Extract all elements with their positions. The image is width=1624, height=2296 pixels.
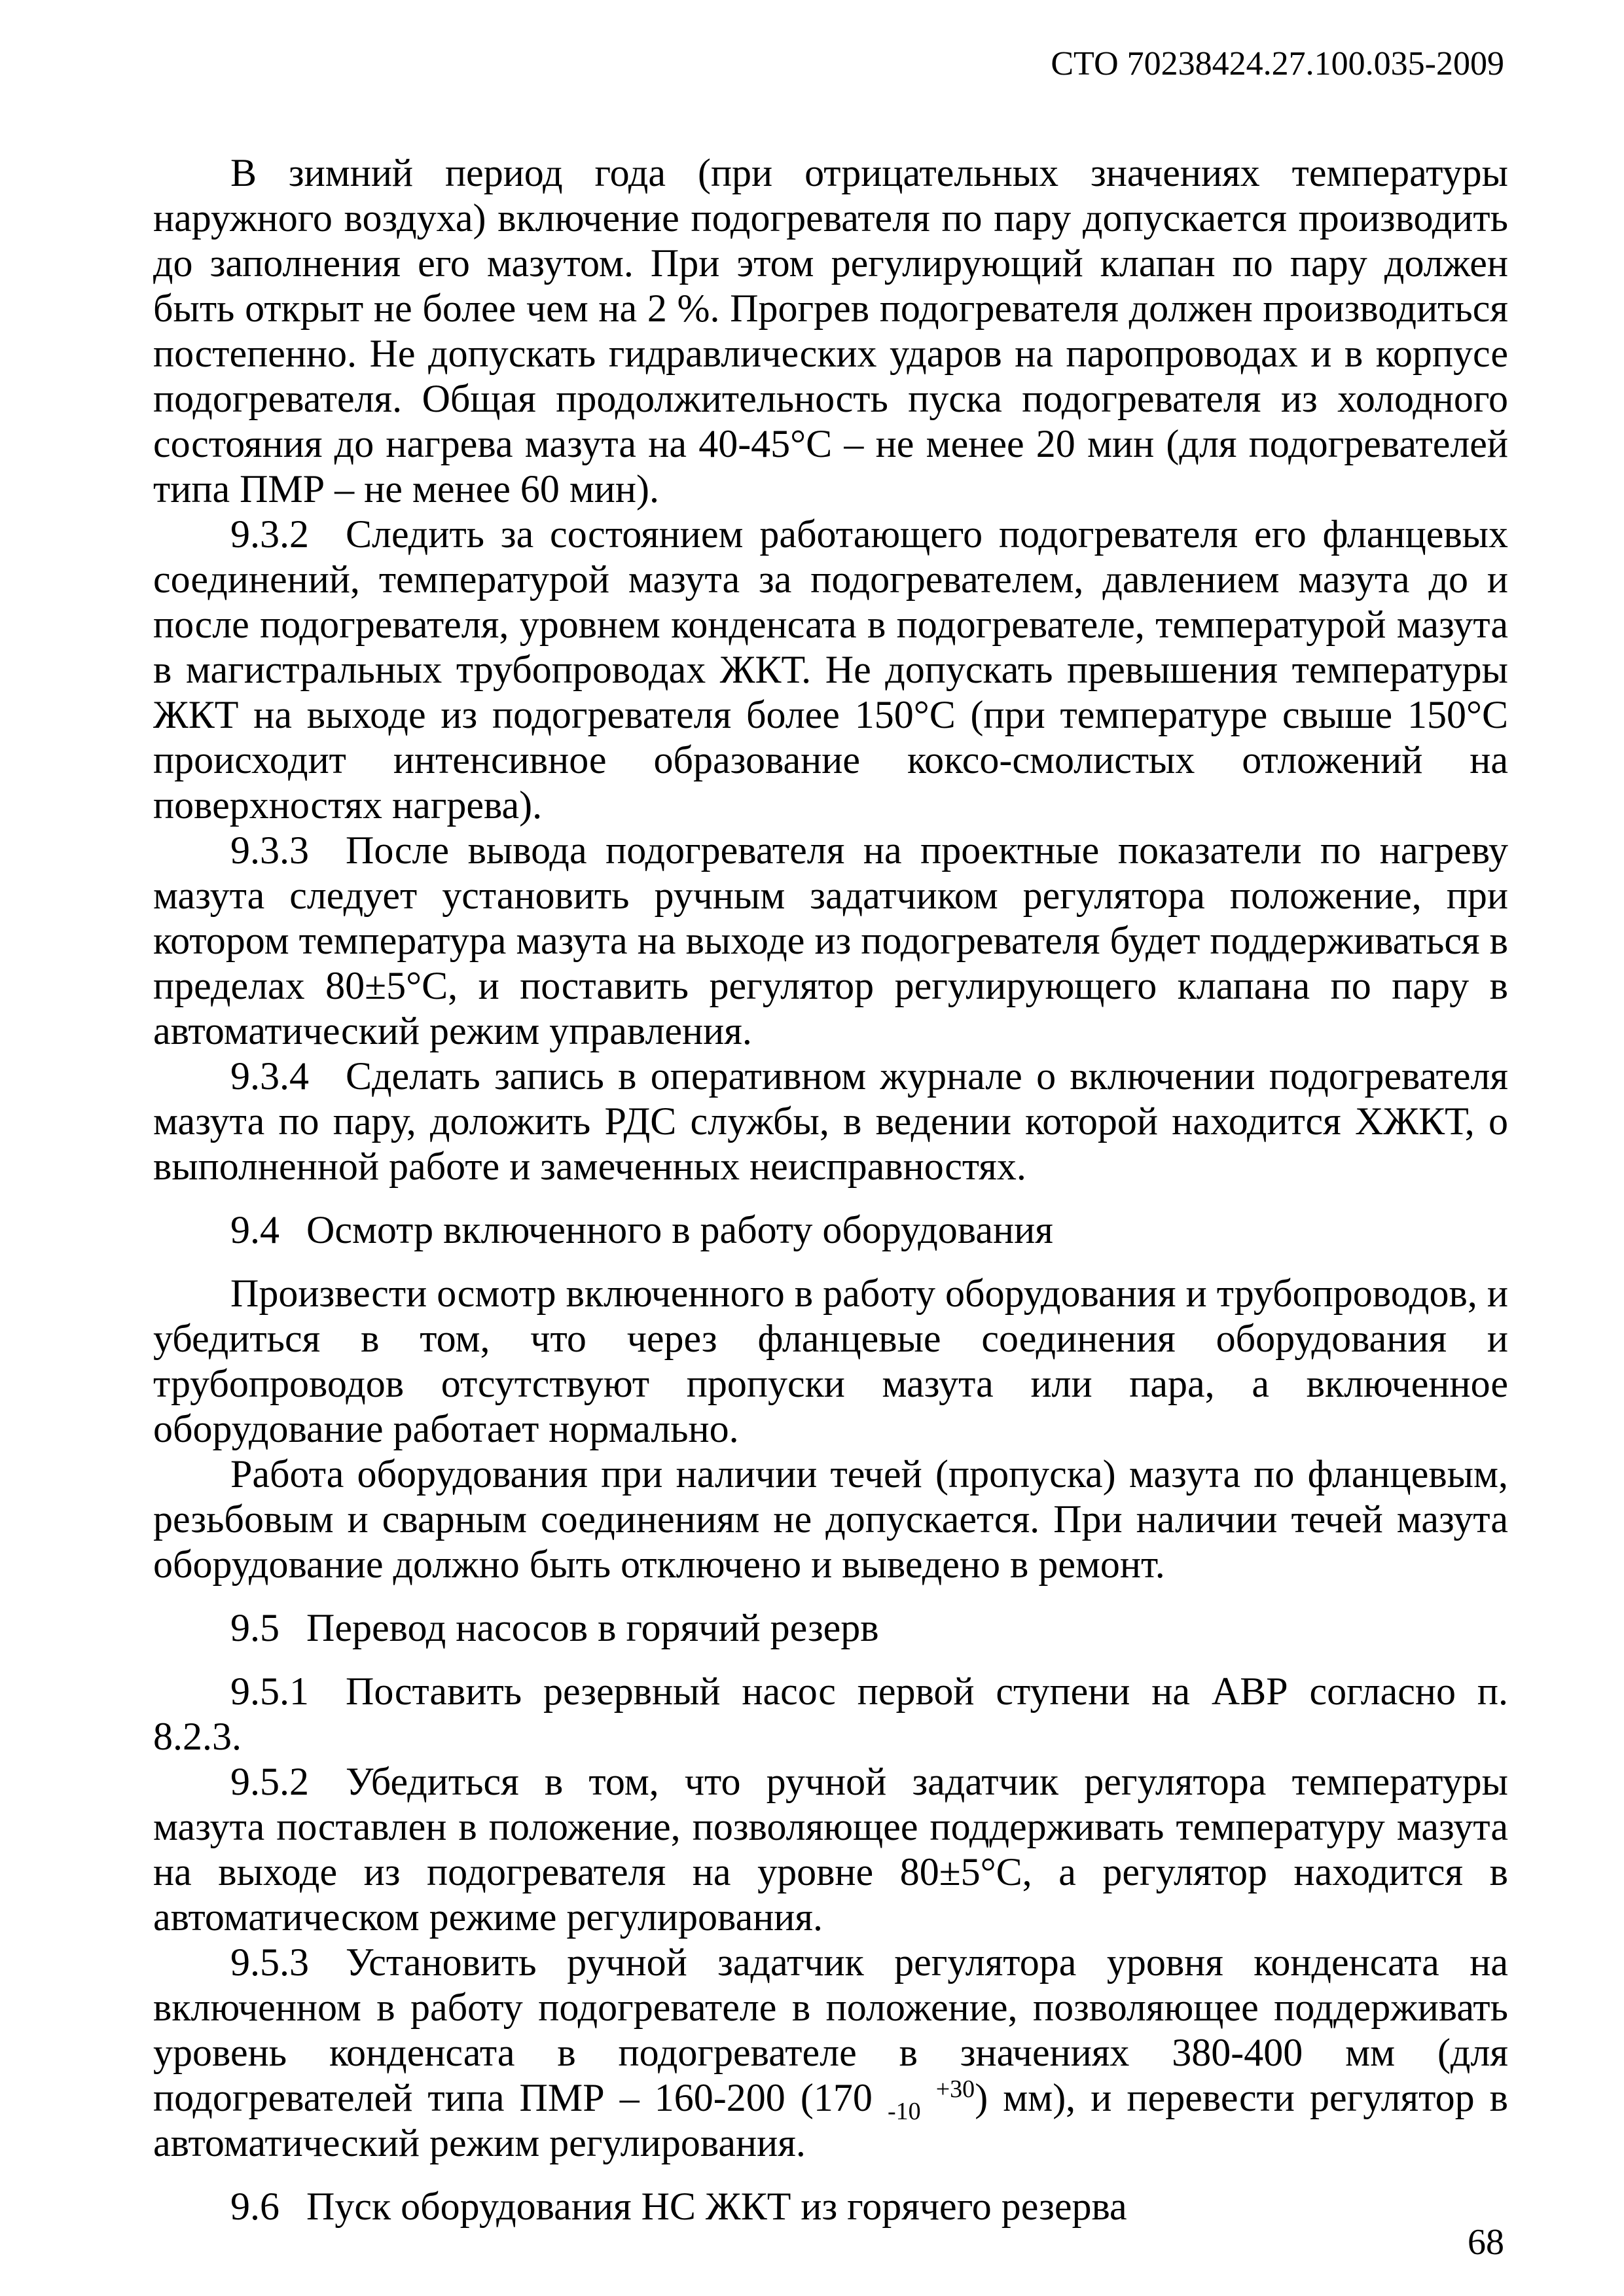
section-heading-9-6 — [153, 2184, 1508, 2229]
item-number: 9.5.2 — [230, 1760, 309, 1803]
paragraph-text: Убедиться в том, что ручной задатчик регулятора температуры мазута поставлен в положение, позволяющее поддерживать температуру мазута на выходе из подогревателя на уровне 80±5°С, а регулятор находится в автоматическом режиме регулирования. — [153, 1760, 1508, 1939]
paragraph-9-3-3 — [153, 828, 1508, 1054]
section-title: Осмотр включенного в работу оборудования — [306, 1208, 1053, 1251]
paragraph-9-5-1 — [153, 1669, 1508, 1759]
section-heading-9-4 — [153, 1208, 1508, 1253]
paragraph-winter-heating — [153, 151, 1508, 512]
tolerance-lower: -10 — [887, 2098, 921, 2125]
document-code-header: СТО 70238424.27.100.035-2009 — [1051, 45, 1504, 82]
paragraph-text: Работа оборудования при наличии течей (пропуска) мазута по фланцевым, резьбовым и сварным соединениям не допускается. При наличии течей мазута оборудование должно быть отключено и выведено в ремонт. — [153, 1452, 1508, 1586]
paragraph-text: После вывода подогревателя на проектные показатели по нагреву мазута следует установить ручным задатчиком регулятора положение, при котором температура мазута на выходе из подогревателя будет поддерживаться в пределах 80±5°С, и поставить регулятор регулирующего клапана по пару в автоматический режим управления. — [153, 829, 1508, 1052]
section-title: Перевод насосов в горячий резерв — [306, 1606, 879, 1649]
item-number: 9.3.4 — [230, 1054, 309, 1098]
paragraph-9-5-3 — [153, 1940, 1508, 2166]
paragraph-text: ) мм), и перевести регулятор в автоматический режим регулирования. — [153, 2076, 1509, 2164]
section-number: 9.5 — [230, 1606, 280, 1649]
paragraph-text: Сделать запись в оперативном журнале о включении подогревателя мазута по пару, доложить РДС службы, в ведении которой находится ХЖКТ, о выполненной работе и замеченных неисправностях. — [153, 1054, 1508, 1188]
paragraph-9-5-2 — [153, 1759, 1508, 1940]
tolerance-upper: +30 — [935, 2075, 975, 2103]
paragraph-text: Произвести осмотр включенного в работу оборудования и трубопроводов, и убедиться в том, что через фланцевые соединения оборудования и трубопроводов отсутствуют пропуски мазута или пара, а включенное оборудование работает нормально. — [153, 1272, 1508, 1450]
paragraph-text: Установить ручной задатчик регулятора уровня конденсата на включенном в работу подогревателе в положение, позволяющее поддерживать уровень конденсата в подогревателе в значениях 380-400 мм (для подогревателей типа ПМР – 160-200 (170 — [153, 1941, 1508, 2119]
paragraph-9-3-4 — [153, 1054, 1508, 1189]
section-number: 9.4 — [230, 1208, 280, 1251]
paragraph-9-3-2 — [153, 512, 1508, 828]
item-number: 9.3.3 — [230, 829, 309, 872]
paragraph-text: В зимний период года (при отрицательных значениях температуры наружного воздуха) включение подогревателя по пару допускается производить до заполнения его мазутом. При этом регулирующий клапан по пару должен быть открыт не более чем на 2 %. Прогрев подогревателя должен производиться постепенно. Не допускать гидравлических ударов на паропроводах и в корпусе подогревателя. Общая продолжительность пуска подогревателя из холодного состояния до нагрева мазута на 40-45°С – не менее 20 мин (для подогревателей типа ПМР – не менее 60 мин). — [153, 151, 1508, 511]
section-title: Пуск оборудования НС ЖКТ из горячего резерва — [306, 2185, 1127, 2228]
paragraph-inspection — [153, 1271, 1508, 1452]
page-number: 68 — [1468, 2222, 1504, 2263]
paragraph-leaks — [153, 1452, 1508, 1587]
item-number: 9.5.3 — [230, 1941, 309, 1984]
section-number: 9.6 — [230, 2185, 280, 2228]
paragraph-text: Следить за состоянием работающего подогревателя его фланцевых соединений, температурой мазута за подогревателем, давлением мазута до и после подогревателя, уровнем конденсата в подогревателе, температурой мазута в магистральных трубопроводах ЖКТ. Не допускать превышения температуры ЖКТ на выходе из подогревателя более 150°С (при температуре свыше 150°С происходит интенсивное образование коксо-смолистых отложений на поверхностях нагрева). — [153, 512, 1508, 827]
section-heading-9-5 — [153, 1605, 1508, 1651]
item-number: 9.3.2 — [230, 512, 309, 556]
paragraph-text: Поставить резервный насос первой ступени на АВР согласно п. 8.2.3. — [153, 1670, 1508, 1758]
document-body — [153, 151, 1508, 2229]
item-number: 9.5.1 — [230, 1670, 309, 1713]
